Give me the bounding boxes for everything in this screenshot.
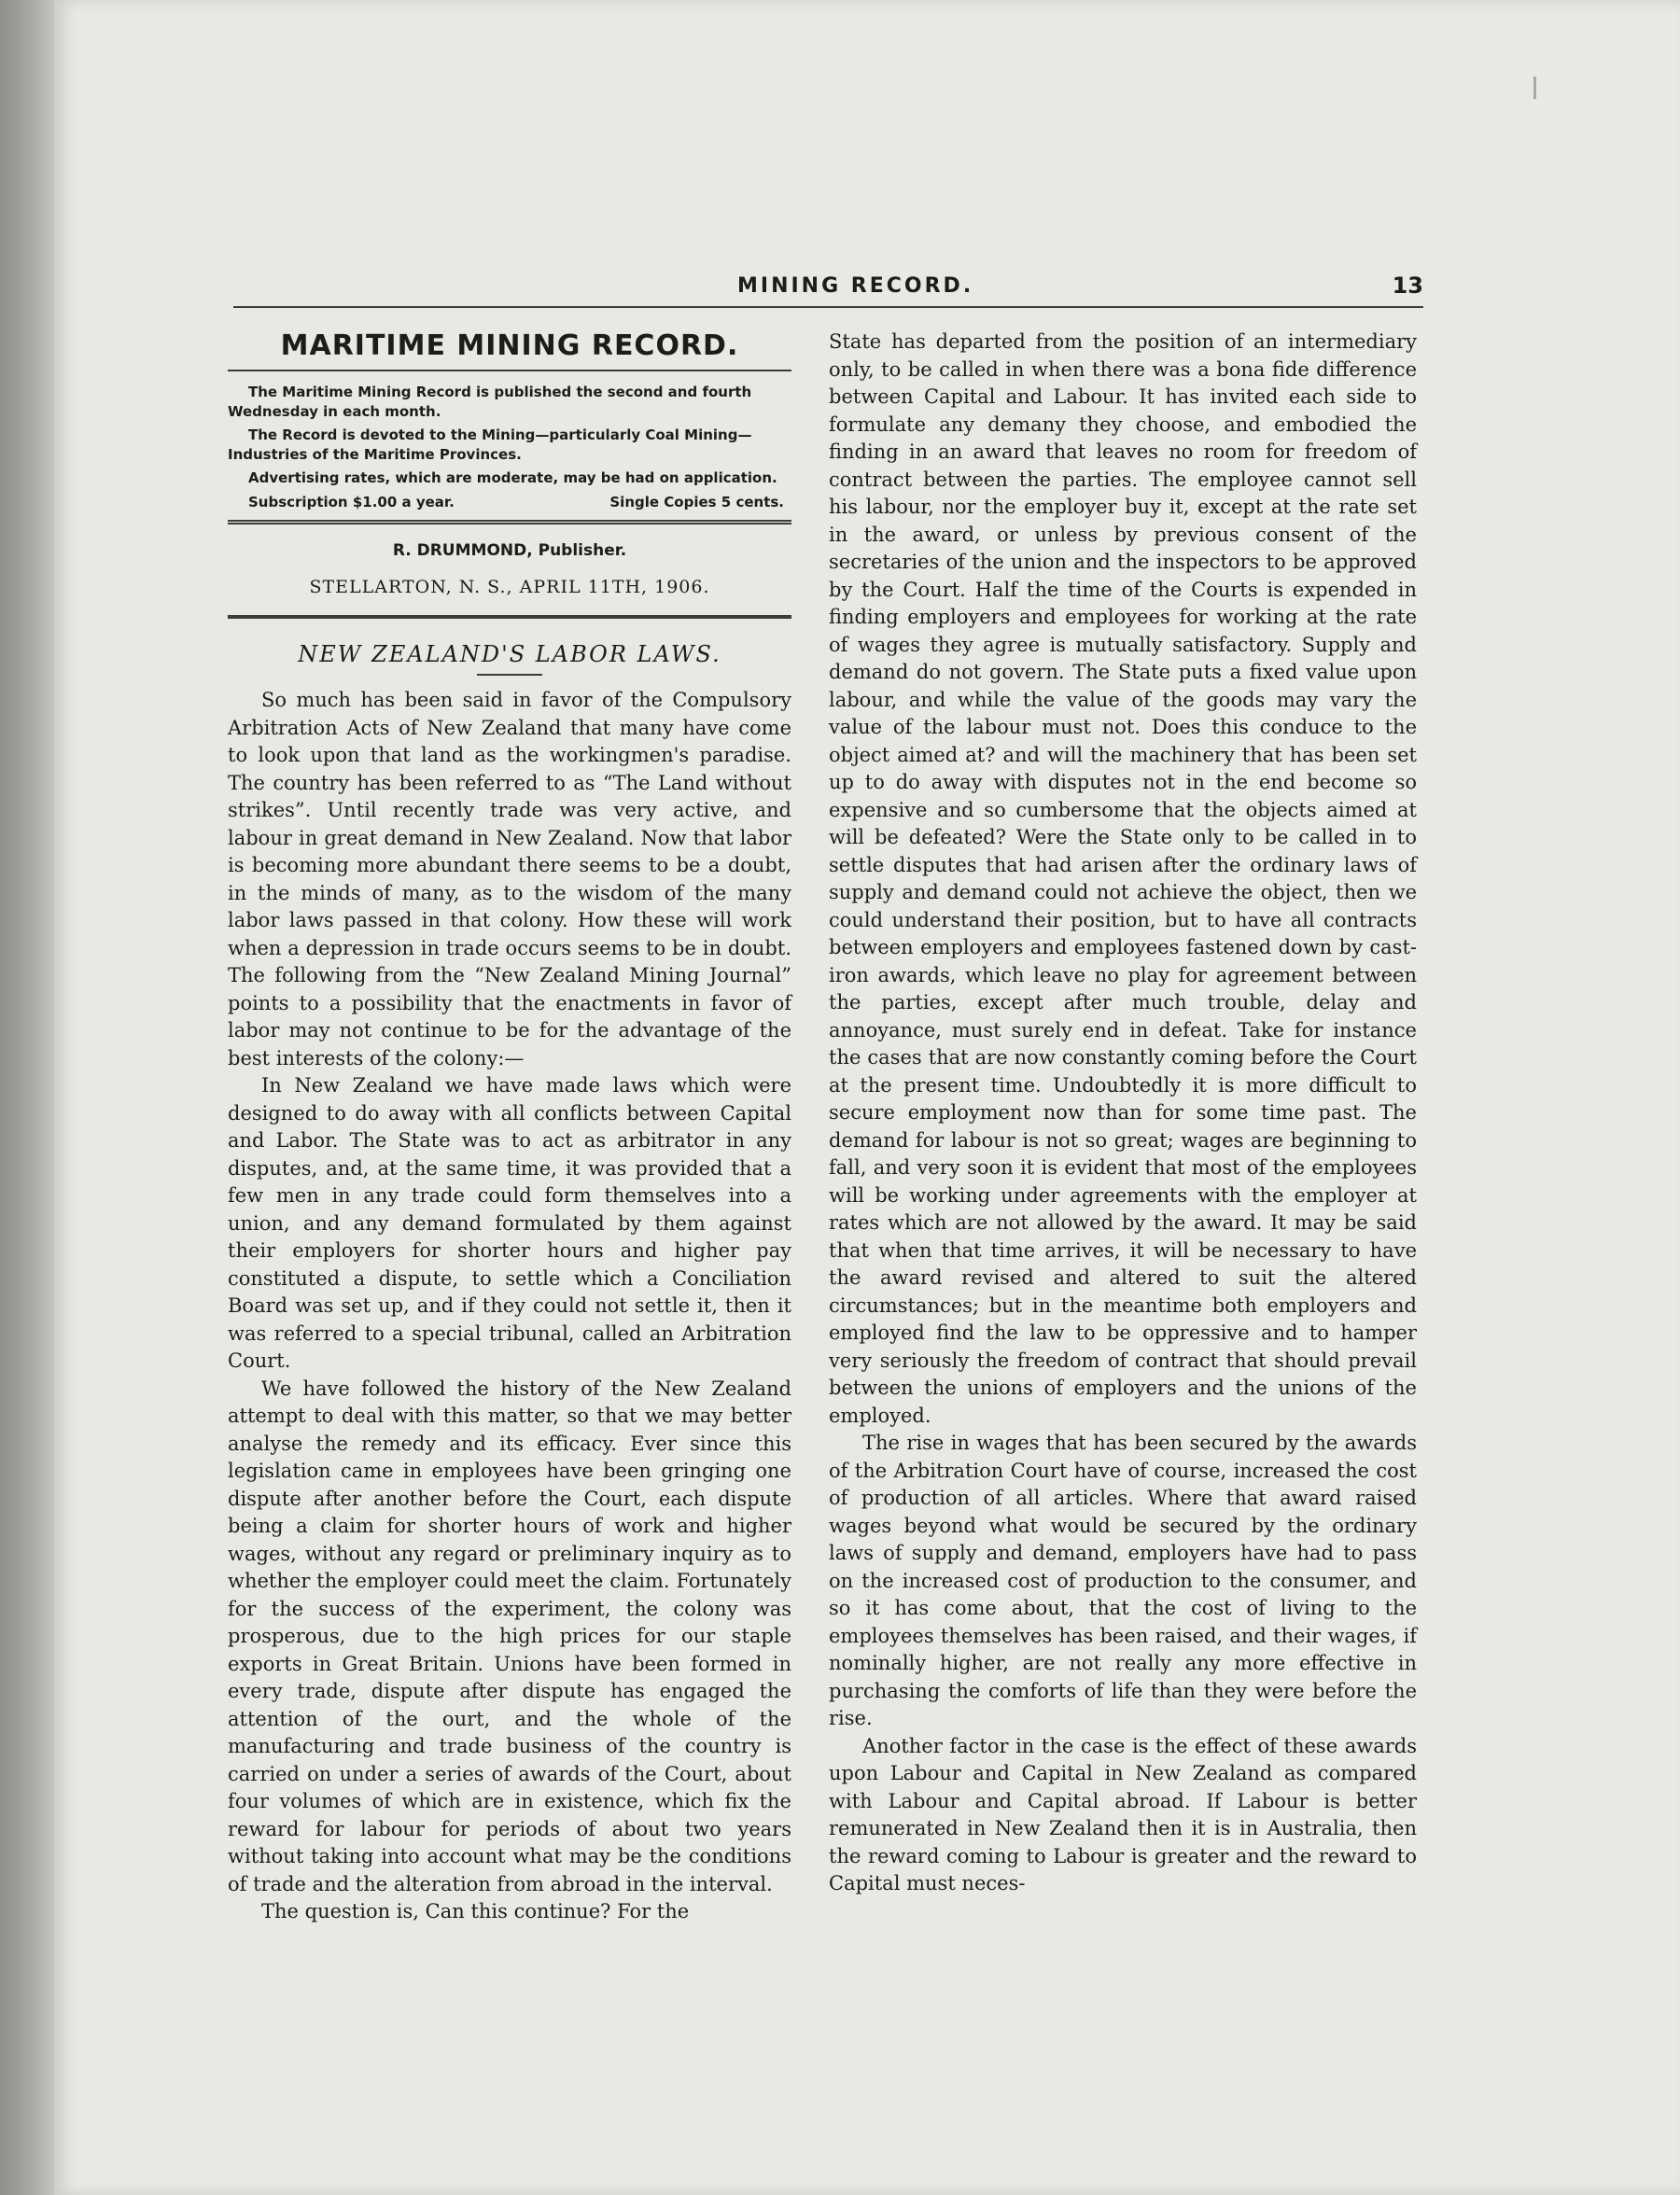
single-copy-price: Single Copies 5 cents. [609, 493, 784, 510]
article-paragraph: So much has been said in favor of the Compulsory Arbitration Acts of New Zealand that many have come to look upon that land as the workingmen's paradise. The country has been referred to as “The Land without strikes”. Until recently trade was very active, and labour in great demand in New Zealand. Now that labor is becoming more abundant there seems to be a doubt, in the minds of many, as to the wisdom of the many labor laws passed in that colony. How these will work when a depression in trade occurs seems to be in doubt. The following from the “New Zealand Mining Journal” points to a possibility that the enactments in favor of labor may not continue to be for the advantage of the best interests of the colony:— [228, 689, 791, 1070]
notice-line: The Record is devoted to the Mining—particularly Coal Mining—Industries of the Maritime Provinces. [228, 426, 752, 463]
publication-notice [228, 383, 791, 488]
scan-edge [0, 0, 54, 2195]
section-rule [228, 615, 791, 619]
publisher: R. DRUMMOND, Publisher. [392, 540, 627, 560]
article-paragraph: We have followed the history of the New Zealand attempt to deal with this matter, so that we may better analyse the remedy and its efficacy. Ever since this legislation came in employees have been gringing one dispute after another before the Court, each dispute being a claim for shorter hours of work and higher wages, without any regard or preliminary inquiry as to whether the employer could meet the claim. Fortunately for the success of the experiment, the colony was prosperous, due to the high prices for our staple exports in Great Britain. Unions have been formed in every trade, dispute after dispute has engaged the attention of the ourt, and the whole of the manufacturing and trade business of the country is carried on under a series of awards of the Court, about four volumes of which are in existence, which fix the reward for labour for periods of about two years without taking into account what may be the conditions of trade and the alteration from abroad in the interval. [228, 1377, 791, 1895]
article-paragraph: In New Zealand we have made laws which were designed to do away with all conflicts between Capital and Labor. The State was to act as arbitrator in any disputes, and, at the same time, it was provided that a few men in any trade could form themselves into a union, and any demand formulated by them against their employers for shorter hours and higher pay constituted a dispute, to settle which a Conciliation Board was set up, and if they could not settle it, then it was referred to a special tribunal, called an Arbitration Court. [228, 1074, 791, 1372]
left-column [228, 329, 791, 1926]
page-number: 13 [1392, 273, 1423, 299]
running-head-title: MINING RECORD. [737, 274, 974, 298]
right-column [829, 329, 1417, 1898]
article-paragraph-continued: State has departed from the position of an intermediary only, to be called in when there was a bona fide difference between Capital and Labour. It has invited each side to formulate any demany they choose, and embodied the finding in an award that leaves no room for freedom of contract between the parties. The employee cannot sell his labour, nor the employer buy it, except at the rate set in the award, or unless by previous consent of the secretaries of the union and the inspectors to be approved by the Court. Half the time of the Courts is expended in finding employers and employees for working at the rate of wages they agree is mutually satisfactory. Supply and demand do not govern. The State puts a fixed value upon labour, and while the value of the goods may vary the value of the labour must not. Does this conduce to the object aimed at? and will the machinery that has been set up to do away with disputes not in the end become so expensive and so cumbersome that the objects aimed at will be defeated? Were the State only to be called in to settle disputes that had arisen after the ordinary laws of supply and demand could not achieve the object, then we could understand their position, but to have all contracts between employers and employees fastened down by cast-iron awards, which leave no play for agreement between the parties, except after much trouble, delay and annoyance, must surely end in defeat. Take for instance the cases that are now constantly coming before the Court at the present time. Undoubtedly it is more difficult to secure employment now than for some time past. The demand for labour is not so great; wages are beginning to fall, and very soon it is evident that most of the employees will be working under agreements with the employer at rates which are not allowed by the award. It may be said that when that time arrives, it will be necessary to have the award revised and altered to suit the altered circumstances; but in the meantime both employers and employed find the law to be oppressive and to hamper very seriously the freedom of contract that should prevail between the unions of employers and the unions of the employed. [829, 330, 1417, 1427]
masthead-rule [228, 370, 791, 371]
double-rule [228, 520, 791, 524]
margin-mark [1533, 77, 1536, 99]
article-title: NEW ZEALAND'S LABOR LAWS. [298, 640, 721, 667]
subscription-price: Subscription $1.00 a year. [248, 493, 455, 510]
article-paragraph: Another factor in the case is the effect of these awards upon Labour and Capital in New Zealand as compared with Labour and Capital abroad. If Labour is better remunerated in New Zealand then it is in Australia, then the reward coming to Labour is greater and the reward to Capital must neces- [829, 1734, 1417, 1894]
subscription-line [228, 492, 791, 512]
article-paragraph: The question is, Can this continue? For the [261, 1900, 690, 1922]
article-paragraph: The rise in wages that has been secured by the awards of the Arbitration Court have of course, increased the cost of production of all articles. Where that award raised wages beyond what would be secured by the ordinary laws of supply and demand, employers have had to pass on the increased cost of production to the consumer, and so it has come about, that the cost of living to the employees themselves has been raised, and their wages, if nominally higher, are not really any more effective in purchasing the comforts of life than they were before the rise. [829, 1432, 1417, 1729]
masthead-title: MARITIME MINING RECORD. [280, 329, 739, 362]
running-head [233, 273, 1423, 308]
dateline: STELLARTON, N. S., APRIL 11TH, 1906. [309, 577, 710, 597]
page [54, 0, 1680, 2195]
notice-line: Advertising rates, which are moderate, may be had on application. [248, 468, 777, 486]
title-rule [477, 674, 542, 676]
notice-line: The Maritime Mining Record is published the second and fourth Wednesday in each month. [228, 383, 752, 420]
